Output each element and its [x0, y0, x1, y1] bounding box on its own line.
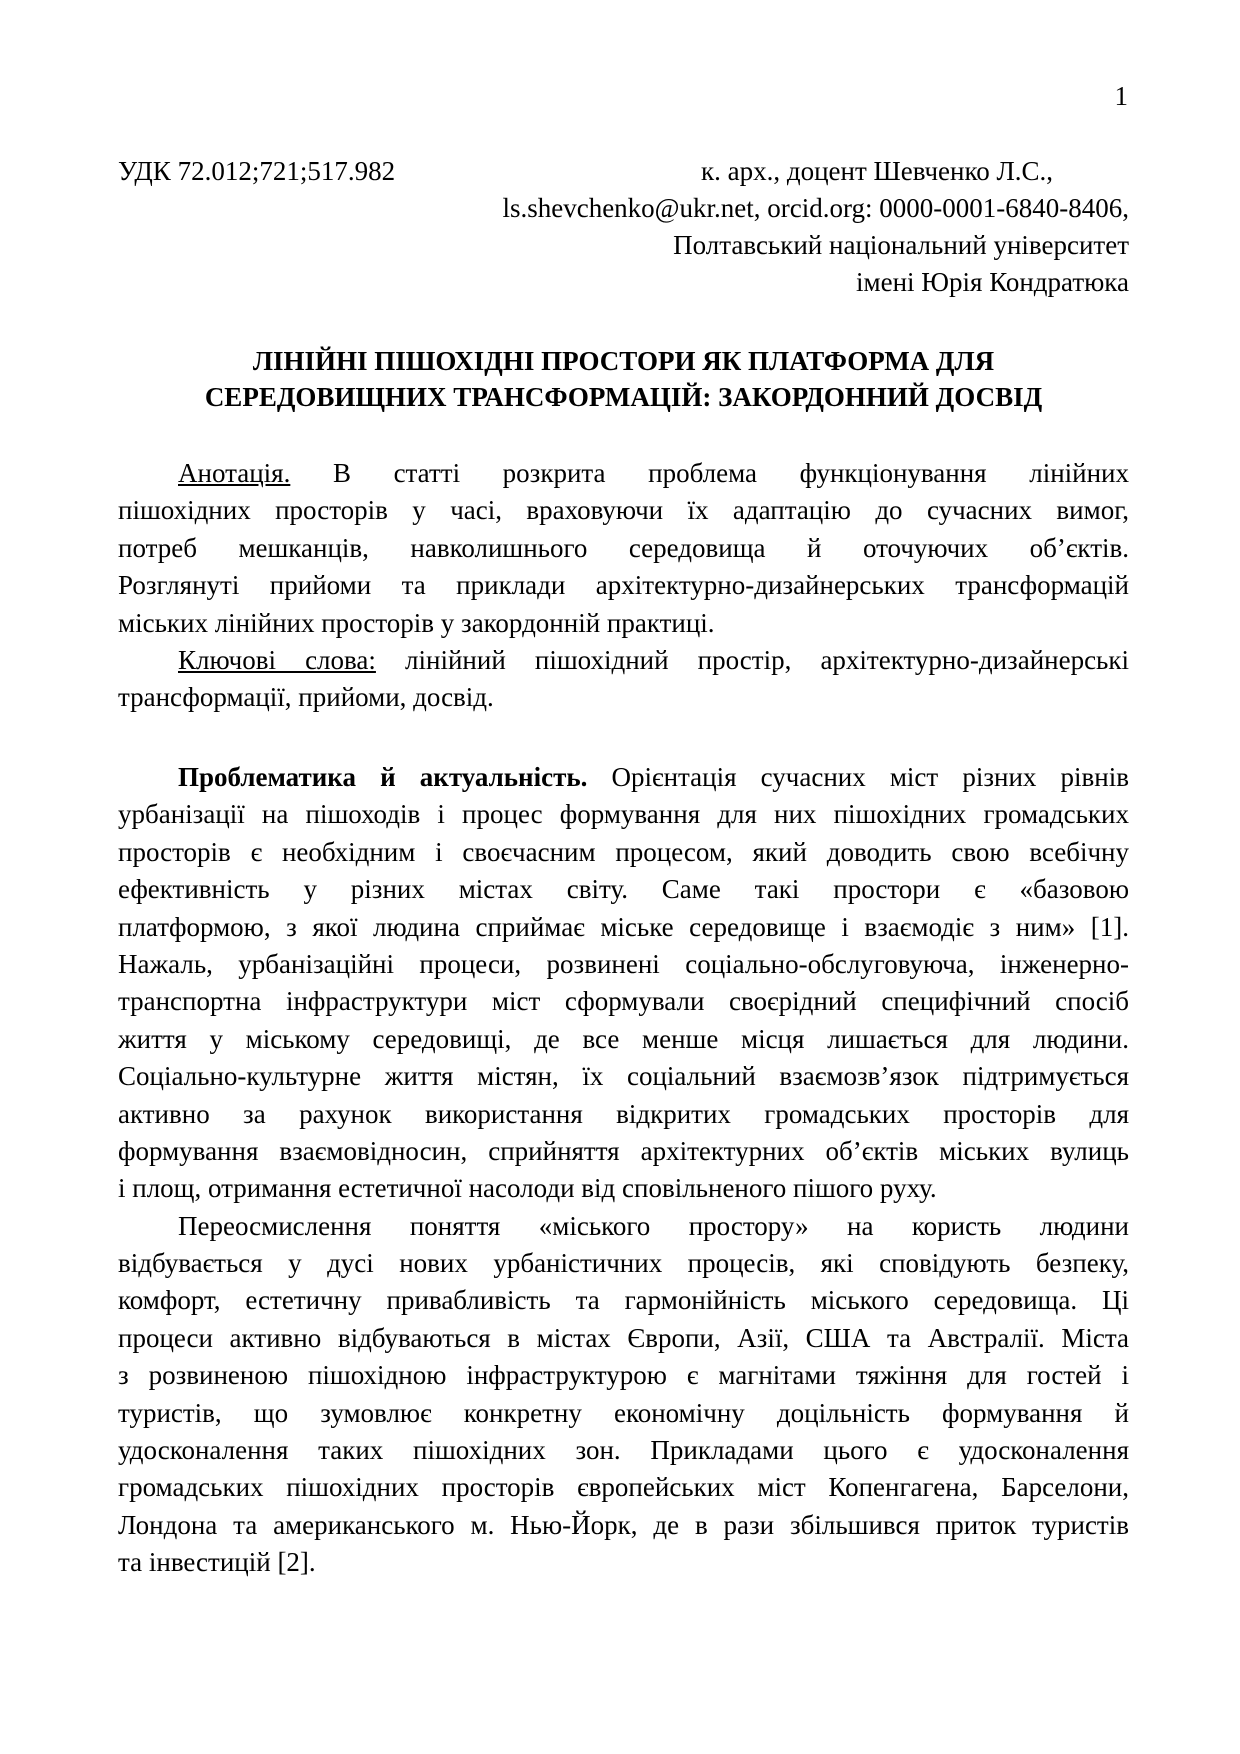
- paragraph2-line: відбувається у дусі нових урбаністичних процесів, які сповідують безпеку,: [118, 1248, 1129, 1279]
- section1-line: платформою, з якої людина сприймає міське середовище і взаємодіє з ним» [1].: [118, 911, 1129, 942]
- paragraph2-line: громадських пішохідних просторів європейських міст Копенгагена, Барселони,: [118, 1472, 1129, 1503]
- section1-line: Нажаль, урбанізаційні процеси, розвинені соціально-обслуговуюча, інженерно-: [118, 948, 1129, 979]
- author: к. арх., доцент Шевченко Л.С.,: [701, 156, 1054, 186]
- keywords-line: [118, 642, 1129, 679]
- section1-line: активно за рахунок використання відкритих громадських просторів для: [118, 1098, 1129, 1129]
- section1-line: просторів є необхідним і своєчасним процесом, який доводить свою всебічну: [118, 836, 1129, 867]
- author-contact: ls.shevchenko@ukr.net, orcid.org: 0000-0001-6840-8406,: [502, 193, 1129, 223]
- section1-line: урбанізації на пішоходів і процес формування для них пішохідних громадських: [118, 799, 1129, 830]
- body-text: [118, 759, 1129, 1582]
- abstract-line: пішохідних просторів у часі, враховуючи їх адаптацію до сучасних вимог,: [118, 495, 1129, 526]
- keywords-line: трансформації, прийоми, досвід.: [118, 682, 494, 713]
- paragraph2-line: Переосмислення поняття «міського простору» на користь людини: [178, 1210, 1129, 1241]
- paragraph2-line: комфорт, естетичну привабливість та гармонійність міського середовища. Ці: [118, 1285, 1129, 1316]
- section1-line: [118, 759, 1129, 796]
- header-block: [118, 153, 1129, 301]
- paragraph2-line: туристів, що зумовлює конкретну економічну доцільність формування й: [118, 1397, 1129, 1428]
- section1-line: життя у міському середовищі, де все менше місця лишається для людини.: [118, 1023, 1129, 1054]
- abstract: [118, 455, 1129, 717]
- abstract-line: міських лінійних просторів у закордонній практиці.: [118, 607, 715, 638]
- section1-line: формування взаємовідносин, сприйняття архітектурних об’єктів міських вулиць: [118, 1135, 1129, 1166]
- abstract-text: В статті розкрита проблема функціонування лінійних: [290, 458, 1129, 488]
- title-line: СЕРЕДОВИЩНИХ ТРАНСФОРМАЦІЙ: ЗАКОРДОННИЙ ДОСВІД: [204, 382, 1043, 412]
- section1-line: Соціально-культурне життя містян, їх соціальний взаємозв’язок підтримується: [118, 1061, 1129, 1092]
- udk-code: УДК 72.012;721;517.982: [118, 156, 396, 186]
- title-line: ЛІНІЙНІ ПІШОХІДНІ ПРОСТОРИ ЯК ПЛАТФОРМА ДЛЯ: [252, 346, 995, 376]
- section1-text: Орієнтація сучасних міст різних рівнів: [587, 762, 1129, 792]
- section-heading: Проблематика й актуальність.: [178, 762, 588, 792]
- section1-line: і площ, отримання естетичної насолоди від сповільненого пішого руху.: [118, 1173, 937, 1204]
- keywords-label: Ключові слова:: [178, 644, 376, 675]
- affiliation-line-1: Полтавський національний університет: [673, 230, 1129, 260]
- paragraph2-line: процеси активно відбуваються в містах Європи, Азії, США та Австралії. Міста: [118, 1322, 1129, 1353]
- abstract-label: Анотація.: [178, 458, 291, 488]
- abstract-line: Розглянуті прийоми та приклади архітектурно-дизайнерських трансформацій: [118, 570, 1129, 601]
- section1-line: ефективність у різних містах світу. Саме такі простори є «базовою: [118, 874, 1129, 905]
- paragraph2-line: та інвестицій [2].: [118, 1547, 316, 1578]
- article-title: [118, 343, 1129, 415]
- section1-line: транспортна інфраструктури міст сформували своєрідний специфічний спосіб: [118, 986, 1129, 1017]
- paragraph2-line: Лондона та американського м. Нью-Йорк, де в рази збільшився приток туристів: [118, 1509, 1129, 1540]
- affiliation-line-2: імені Юрія Кондратюка: [856, 267, 1129, 297]
- page-number: 1: [1114, 81, 1128, 111]
- keywords-text: лінійний пішохідний простір, архітектурно-дизайнерські: [375, 644, 1129, 675]
- abstract-line: [118, 455, 1129, 492]
- abstract-line: потреб мешканців, навколишнього середовища й оточуючих об’єктів.: [118, 532, 1129, 563]
- paragraph2-line: з розвиненою пішохідною інфраструктурою є магнітами тяжіння для гостей і: [118, 1360, 1129, 1391]
- paragraph2-line: удосконалення таких пішохідних зон. Прикладами цього є удосконалення: [118, 1435, 1129, 1466]
